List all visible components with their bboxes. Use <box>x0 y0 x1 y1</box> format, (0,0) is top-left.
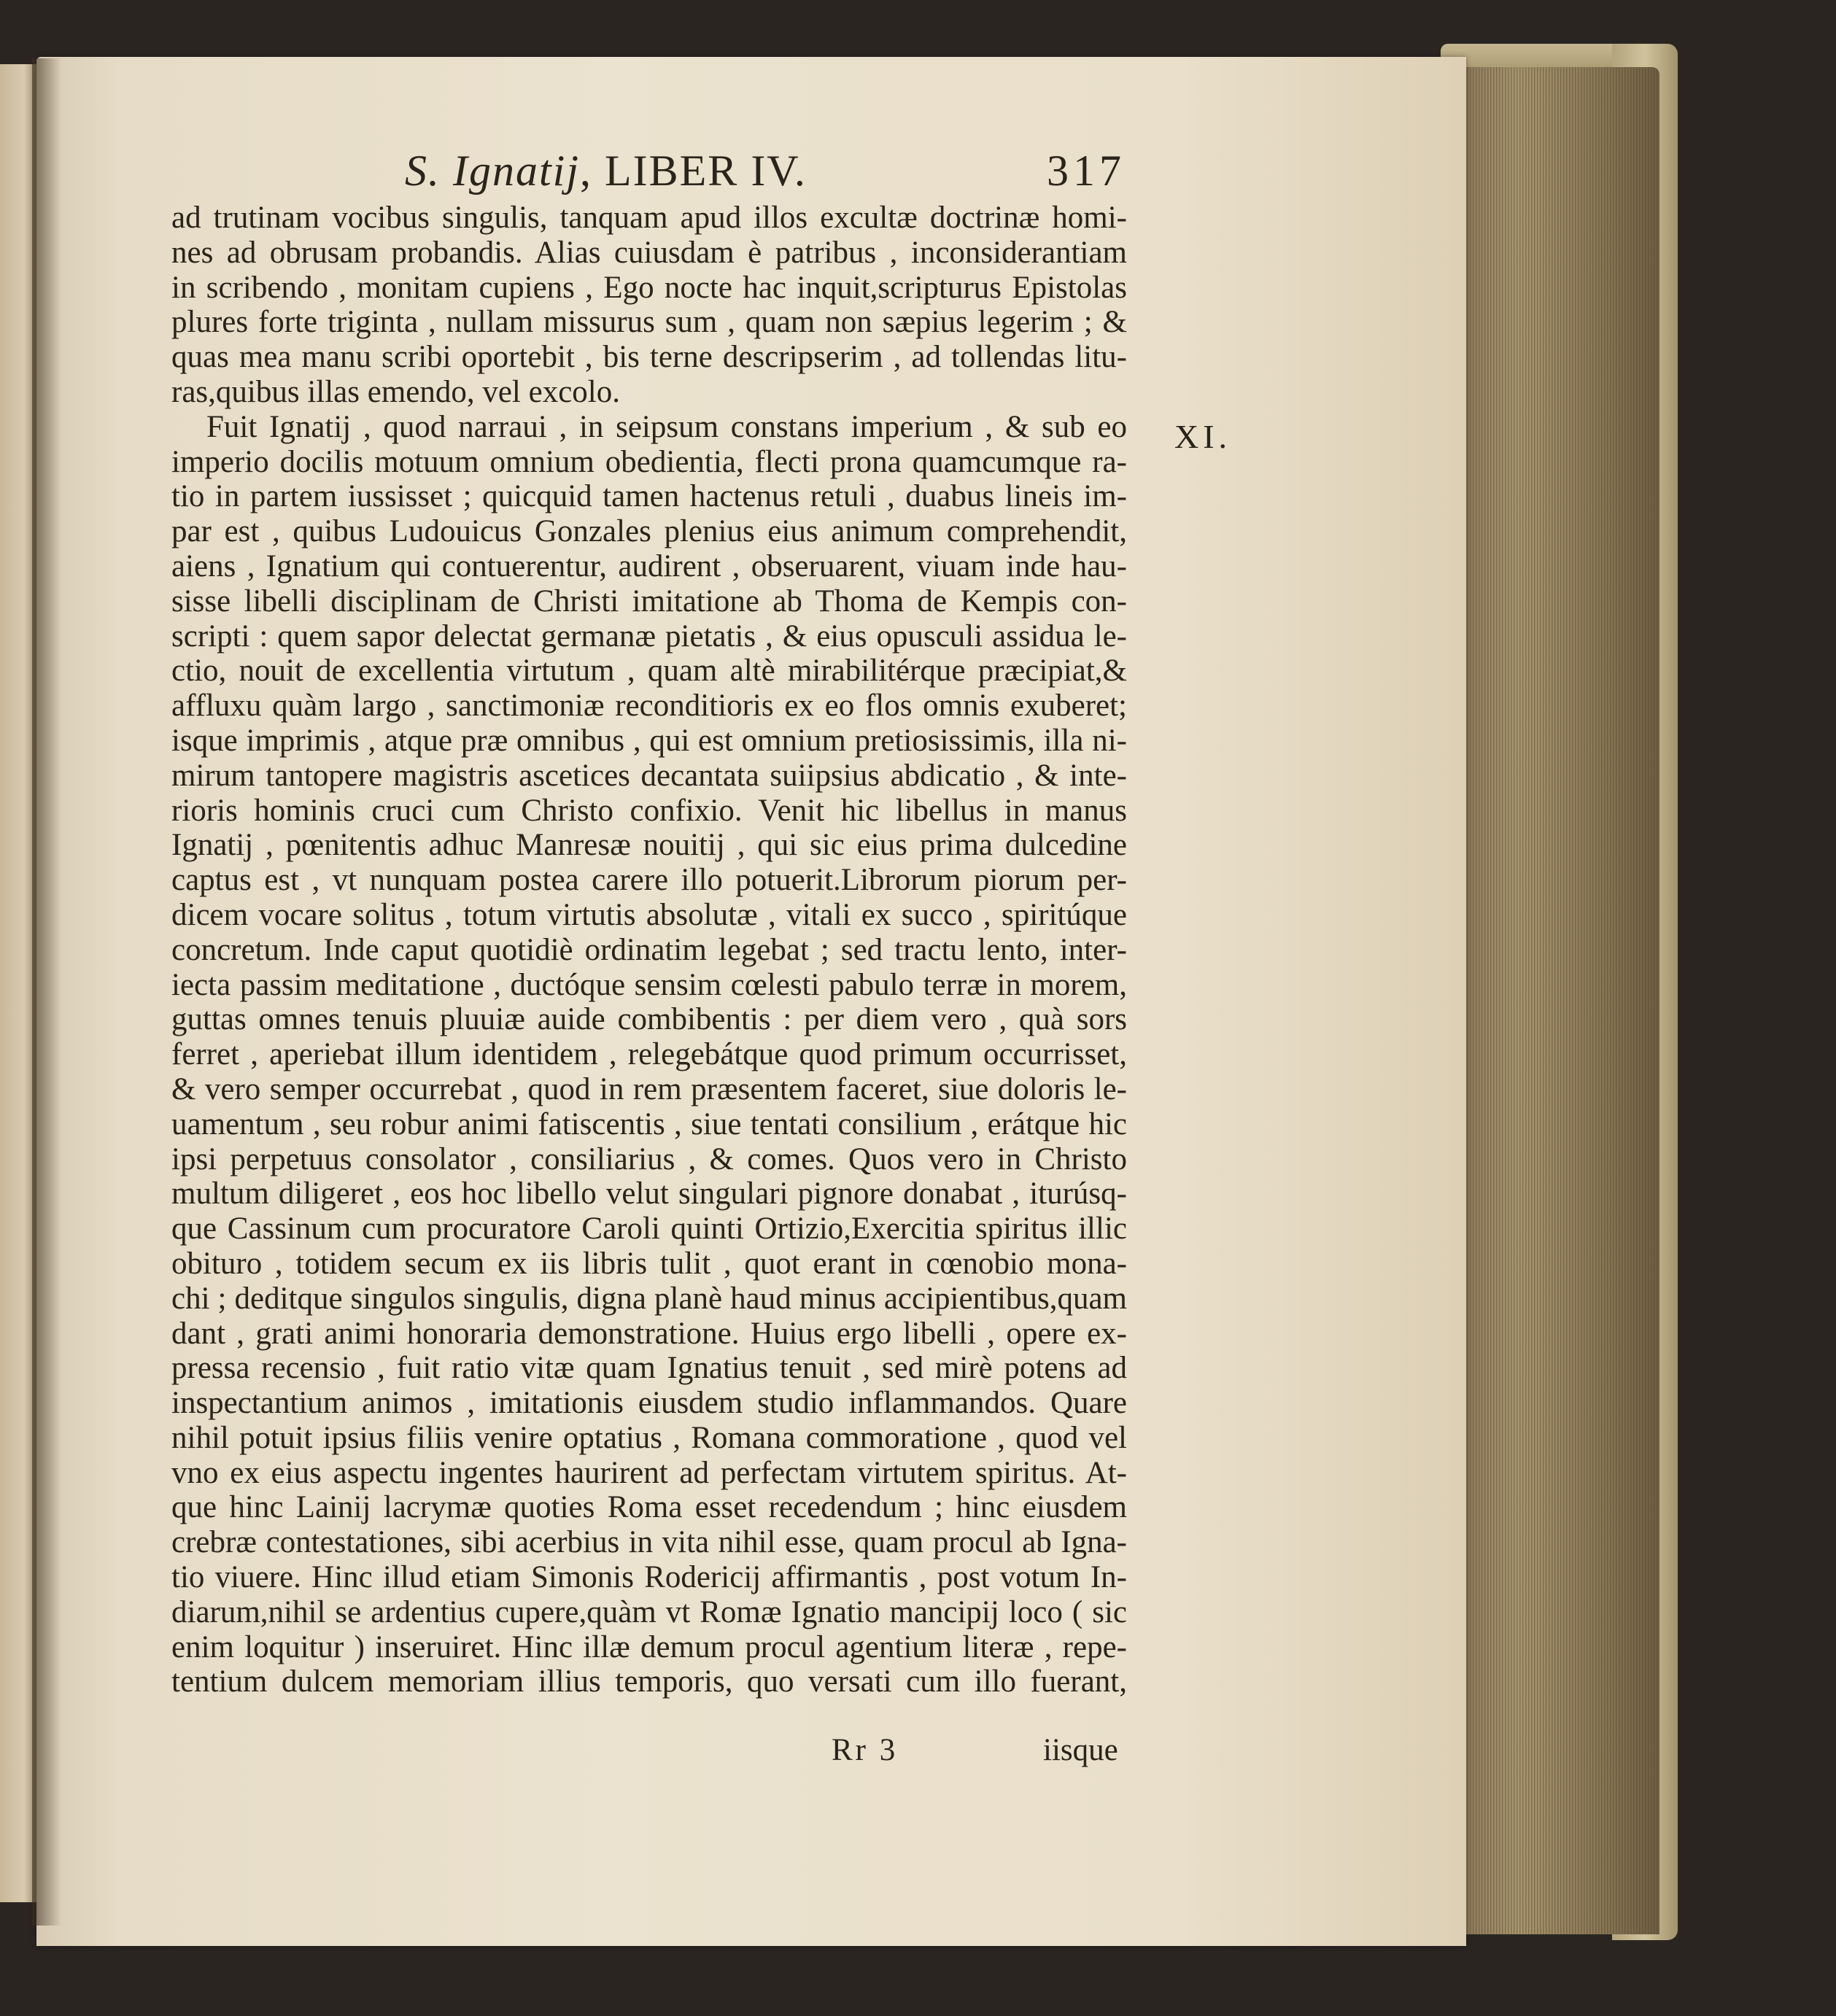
text-line: tentium dulcem memoriam illius temporis, quo versati cum illo fuerant, <box>171 1664 1127 1699</box>
running-title <box>405 146 807 196</box>
running-title-book: , LIBER IV. <box>580 147 807 195</box>
text-line: obituro , totidem secum ex iis libris tulit , quot erant in cœnobio mona- <box>171 1246 1127 1281</box>
text-line: crebræ contestationes, sibi acerbius in vita nihil esse, quam procul ab Igna- <box>171 1525 1127 1560</box>
text-line: concretum. Inde caput quotidiè ordinatim legebat ; sed tractu lento, inter- <box>171 932 1127 967</box>
text-line: que Cassinum cum procuratore Caroli quinti Ortizio,Exercitia spiritus illic <box>171 1211 1127 1247</box>
running-header <box>405 146 1134 204</box>
text-line: ad trutinam vocibus singulis, tanquam apud illos excultæ doctrinæ homi- <box>171 201 1127 235</box>
text-line: mirum tantopere magistris ascetices decantata suiipsius abdicatio , & inte- <box>171 758 1127 793</box>
text-line: dant , grati animi honoraria demonstratione. Huius ergo libelli , opere ex- <box>171 1316 1127 1351</box>
margin-section-number: XI. <box>1174 418 1232 455</box>
text-line: quas mea manu scribi oportebit , bis terne descripserim , ad tollendas litu- <box>171 340 1127 375</box>
text-line: enim loquitur ) inseruiret. Hinc illæ demum procul agentium literæ , repe- <box>171 1629 1127 1664</box>
text-line: imperio docilis motuum omnium obedientia, flecti prona quamcumque ra- <box>171 444 1127 479</box>
text-line: pressa recensio , fuit ratio vitæ quam Ignatius tenuit , sed mirè potens ad <box>171 1351 1127 1386</box>
text-line: rioris hominis cruci cum Christo confixio. Venit hic libellus in manus <box>171 793 1127 828</box>
text-line: iecta passim meditatione , ductóque sensim cœlesti pabulo terræ in morem, <box>171 967 1127 1002</box>
catchword: iisque <box>1043 1733 1118 1767</box>
text-line: tio in partem iussisset ; quicquid tamen hactenus retuli , duabus lineis im- <box>171 479 1127 514</box>
text-line: multum diligeret , eos hoc libello velut singulari pignore donabat , iturúsq- <box>171 1176 1127 1211</box>
text-line: captus est , vt nunquam postea carere illo potuerit.Librorum piorum per- <box>171 863 1127 898</box>
text-line: inspectantium animos , imitationis eiusdem studio inflammandos. Quare <box>171 1386 1127 1421</box>
text-line: isque imprimis , atque præ omnibus , qui est omnium pretiosissimis, illa ni- <box>171 723 1127 758</box>
text-line: affluxu quàm largo , sanctimoniæ reconditioris ex eo flos omnis exuberet; <box>171 689 1127 724</box>
page-number: 317 <box>1047 147 1126 195</box>
text-line: plures forte triginta , nullam missurus sum , quam non sæpius legerim ; & <box>171 305 1127 340</box>
text-line: nihil potuit ipsius filiis venire optatius , Romana commoratione , quod vel <box>171 1420 1127 1455</box>
running-title-saint: S. Ignatij <box>405 147 580 195</box>
text-line: diarum,nihil se ardentius cupere,quàm vt Romæ Ignatio mancipij loco ( sic <box>171 1594 1127 1629</box>
text-line: que hinc Lainij lacrymæ quoties Roma esset recedendum ; hinc eiusdem <box>171 1490 1127 1525</box>
text-line: ferret , aperiebat illum identidem , relegebátque quod primum occurrisset, <box>171 1037 1127 1072</box>
spine-shadow <box>32 58 61 1926</box>
text-line: sisse libelli disciplinam de Christi imitatione ab Thoma de Kempis con- <box>171 584 1127 619</box>
text-line: chi ; deditque singulos singulis, digna planè haud minus accipientibus,quam <box>171 1281 1127 1316</box>
signature-mark: Rr 3 <box>832 1733 899 1767</box>
text-line: ras,quibus illas emendo, vel excolo. <box>171 374 620 409</box>
body-text <box>171 201 1127 1699</box>
page-edges <box>1441 67 1659 1934</box>
text-line: ipsi perpetuus consolator , consiliarius , & comes. Quos vero in Christo <box>171 1141 1127 1176</box>
text-line: guttas omnes tenuis pluuiæ auide combibentis : per diem vero , quà sors <box>171 1002 1127 1037</box>
text-line: dicem vocare solitus , totum virtutis absolutæ , vitali ex succo , spiritúque <box>171 897 1127 932</box>
text-line: par est , quibus Ludouicus Gonzales plenius eius animum comprehendit, <box>171 514 1127 549</box>
text-line: uamentum , seu robur animi fatiscentis , siue tentati consilium , erátque hic <box>171 1106 1127 1141</box>
text-line: aiens , Ignatium qui contuerentur, audirent , obseruarent, viuam inde hau- <box>171 548 1127 584</box>
text-line: tio viuere. Hinc illud etiam Simonis Rodericij affirmantis , post votum In- <box>171 1560 1127 1595</box>
text-line: Fuit Ignatij , quod narraui , in seipsum constans imperium , & sub eo <box>206 409 1127 444</box>
text-line: & vero semper occurrebat , quod in rem præsentem faceret, siue doloris le- <box>171 1071 1127 1106</box>
text-line: scripti : quem sapor delectat germanæ pietatis , & eius opusculi assidua le- <box>171 619 1127 654</box>
text-line: in scribendo , monitam cupiens , Ego nocte hac inquit,scripturus Epistolas <box>171 270 1127 305</box>
text-line: Ignatij , pœnitentis adhuc Manresæ nouitij , qui sic eius prima dulcedine <box>171 828 1127 863</box>
text-line: ctio, nouit de excellentia virtutum , quam altè mirabilitérque præcipiat,& <box>171 654 1127 689</box>
text-line: vno ex eius aspectu ingentes haurirent ad perfectam virtutem spiritus. At- <box>171 1455 1127 1490</box>
text-line: nes ad obrusam probandis. Alias cuiusdam è patribus , inconsiderantiam <box>171 235 1127 270</box>
